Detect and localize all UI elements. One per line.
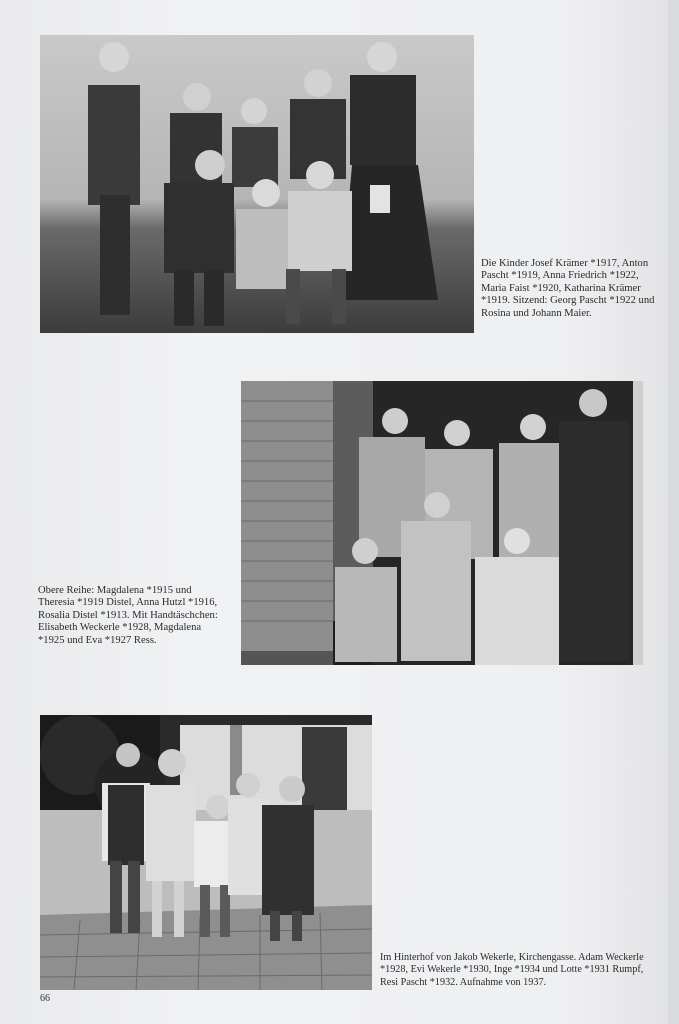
hinterhof-wekerle-photo xyxy=(40,715,372,990)
courtyard-portrait-image xyxy=(241,381,643,665)
photo-2-caption: Obere Reihe: Magdalena *1915 und Theresia *1919 Distel, Anna Hutzl *1916, Rosalia Distel *1913. Mit Handtäschchen: Elisabeth Weckerle *1928, Magdalena *1925 und Eva *1927 Ress. xyxy=(38,585,218,646)
photo-1-caption: Die Kinder Josef Krämer *1917, Anton Pascht *1919, Anna Friedrich *1922, Maria Faist *1920, Katharina Krämer *1919. Sitzend: Georg Pascht *1922 und Rosina und Johann Maier. xyxy=(481,258,655,319)
page-number: 66 xyxy=(40,993,50,1004)
photo-3-caption: Im Hinterhof von Jakob Wekerle, Kirchengasse. Adam Weckerle *1928, Evi Wekerle *1930, Inge *1934 und Lotte *1931 Rumpf, Resi Pascht *1932. Aufnahme von 1937. xyxy=(380,952,644,988)
kinder-kraemer-photo xyxy=(40,35,474,333)
distel-hutzl-photo xyxy=(241,381,643,665)
backyard-portrait-image xyxy=(40,715,372,990)
group-portrait-image xyxy=(40,35,474,333)
